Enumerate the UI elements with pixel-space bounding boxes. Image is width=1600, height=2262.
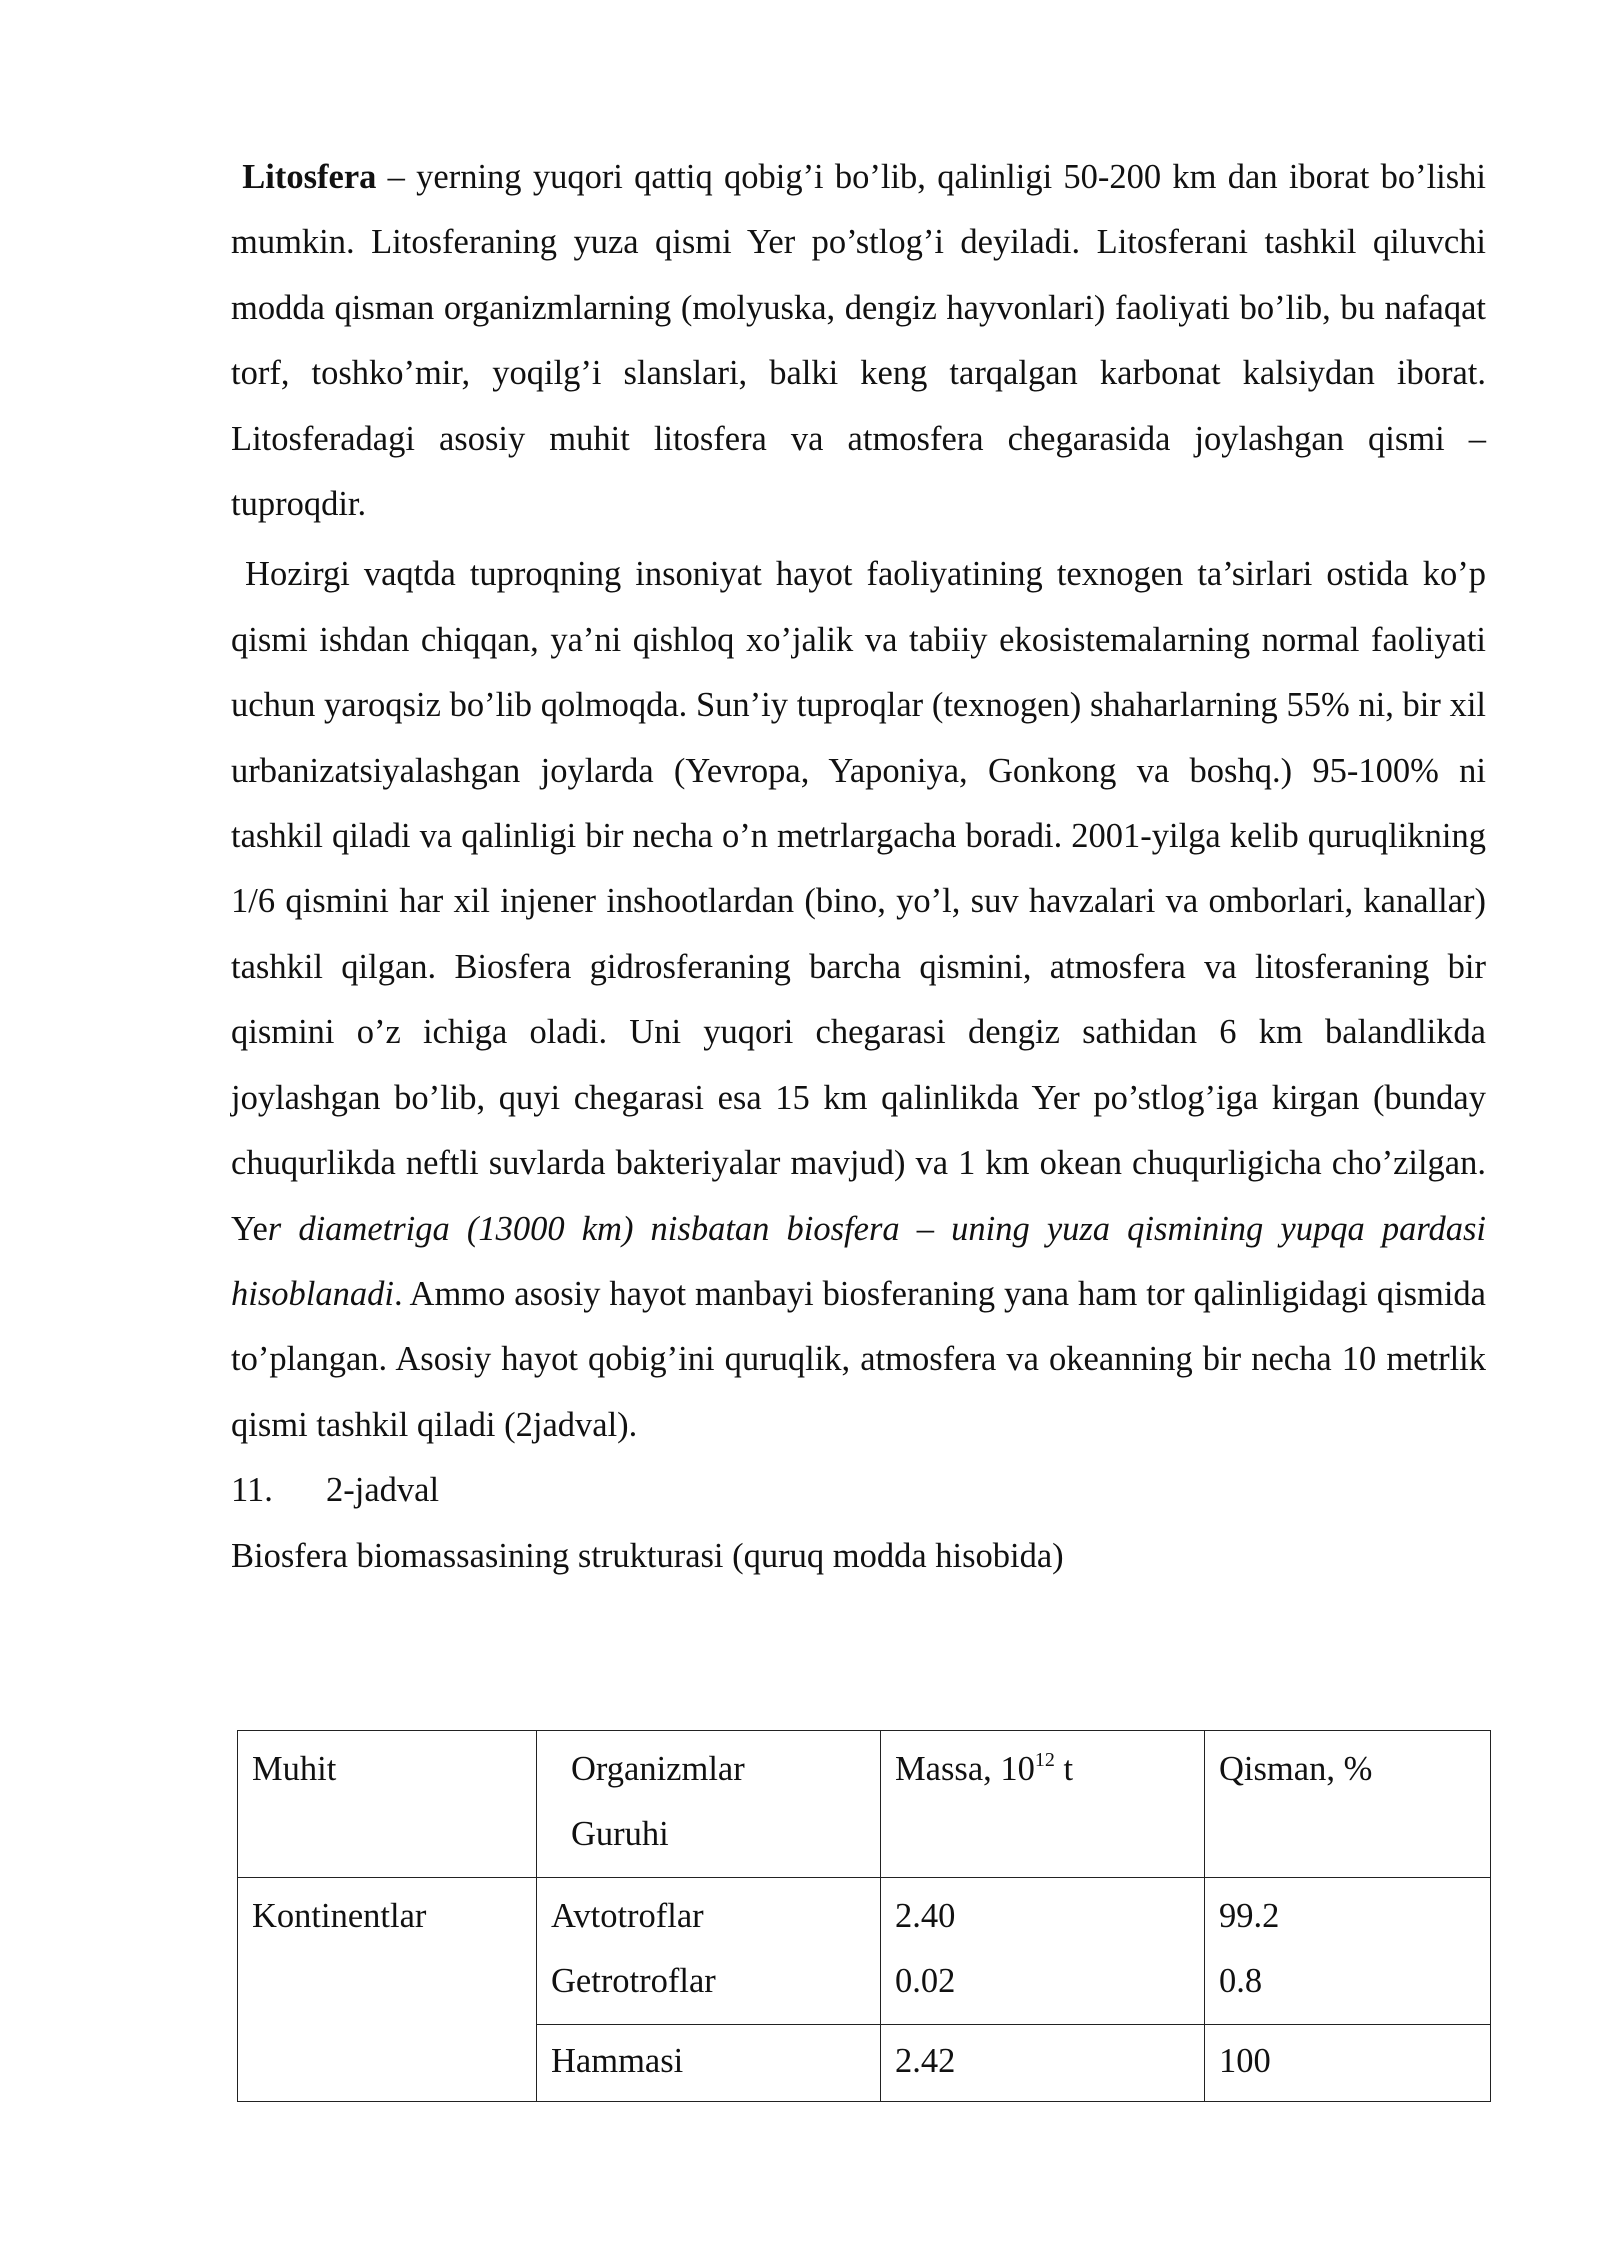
cell-group-avtotroflar: Avtotroflar — [551, 1897, 704, 1935]
cell-group — [537, 1878, 881, 2025]
header-massa-text: Massa, 10 — [895, 1750, 1035, 1788]
cell-massa — [881, 1878, 1205, 2025]
biomass-table — [237, 1730, 1491, 2102]
cell-qisman-avtotroflar: 99.2 — [1219, 1897, 1280, 1935]
term-litosfera: Litosfera — [242, 158, 377, 196]
cell-group-hammasi: Hammasi — [537, 2025, 881, 2102]
paragraph-litosfera-text: – yerning yuqori qattiq qobig’i bo’lib, qalinligi 50-200 km dan iborat bo’lishi mumkin. Litosferaning yuza qismi Yer po’stlog’i deyiladi. Litosferani tashkil qiluvchi modda qisman organizmlarning (molyuska, dengiz hayvonlari) faoliyati bo’lib, bu nafaqat torf, toshko’mir, yoqilg’i slanslari, balki keng tarqalgan karbonat kalsiydan iborat. Litosferadagi asosiy muhit litosfera va atmosfera chegarasida joylashgan qismi – tuproqdir. — [231, 158, 1486, 524]
header-organizmlar-line1: Organizmlar — [571, 1750, 745, 1788]
table-caption-line — [231, 1458, 1486, 1523]
cell-massa-getrotroflar: 0.02 — [895, 1962, 956, 2000]
header-massa-exponent: 12 — [1034, 1749, 1055, 1771]
paragraph-litosfera — [231, 145, 1486, 537]
header-qisman: Qisman, % — [1205, 1731, 1491, 1878]
paragraph-tuproq-italic: r diametriga (13000 km) nisbatan biosfera – uning yuza qismining yupqa pardasi hisoblanadi — [231, 1209, 1486, 1313]
header-massa-unit: t — [1054, 1750, 1074, 1788]
cell-massa-avtotroflar: 2.40 — [895, 1897, 956, 1935]
table-header-row — [238, 1731, 1491, 1878]
header-organizmlar-line2: Guruhi — [571, 1815, 669, 1853]
caption-label: 2-jadval — [326, 1471, 440, 1510]
cell-qisman-getrotroflar: 0.8 — [1219, 1962, 1263, 2000]
header-organizmlar — [537, 1731, 881, 1878]
cell-muhit-kontinentlar: Kontinentlar — [238, 1878, 537, 2102]
cell-group-getrotroflar: Getrotroflar — [551, 1962, 716, 2000]
header-massa — [881, 1731, 1205, 1878]
paragraph-tuproq — [231, 542, 1486, 1458]
paragraph-tuproq-text: Hozirgi vaqtda tuproqning insoniyat hayot faoliyatining texnogen ta’sirlari ostida ko’p qismi ishdan chiqqan, ya’ni qishloq xo’jalik va tabiiy ekosistemalarning normal faoliyati uchun yaroqsiz bo’lib qolmoqda. Sun’iy tuproqlar (texnogen) shaharlarning 55% ni, bir xil urbanizatsiyalashgan joylarda (Yevropa, Yaponiya, Gonkong va boshq.) 95-100% ni tashkil qiladi va qalinligi bir necha o’n metrlargacha boradi. 2001-yilga kelib quruqlikning 1/6 qismini har xil injener inshootlardan (bino, yo’l, suv havzalari va omborlari, kanallar) tashkil qilgan. Biosfera gidrosferaning barcha qismini, atmosfera va litosferaning bir qismini o’z ichiga oladi. Uni yuqori chegarasi dengiz sathidan 6 km balandlikda joylashgan bo’lib, quyi chegarasi esa 15 km qalinlikda Yer po’stlog’iga kirgan (bunday chuqurlikda neftli suvlarda bakteriyalar mavjud) va 1 km okean chuqurligicha cho’zilgan. Ye — [231, 555, 1486, 1248]
header-muhit: Muhit — [238, 1731, 537, 1878]
document-body — [231, 145, 1486, 1589]
table-title: Biosfera biomassasining strukturasi (quruq modda hisobida) — [231, 1536, 1064, 1575]
paragraph-tuproq-end: . Ammo asosiy hayot manbayi biosferaning yana ham tor qalinligidagi qismida to’plangan. Asosiy hayot qobig’ini quruqlik, atmosfera va okeanning bir necha 10 metrlik qismi tashkil qiladi (2jadval). — [231, 1274, 1486, 1444]
caption-number: 11. — [231, 1471, 273, 1510]
cell-qisman-hammasi: 100 — [1205, 2025, 1491, 2102]
cell-massa-hammasi: 2.42 — [881, 2025, 1205, 2102]
cell-qisman — [1205, 1878, 1491, 2025]
table-row — [238, 1878, 1491, 2025]
